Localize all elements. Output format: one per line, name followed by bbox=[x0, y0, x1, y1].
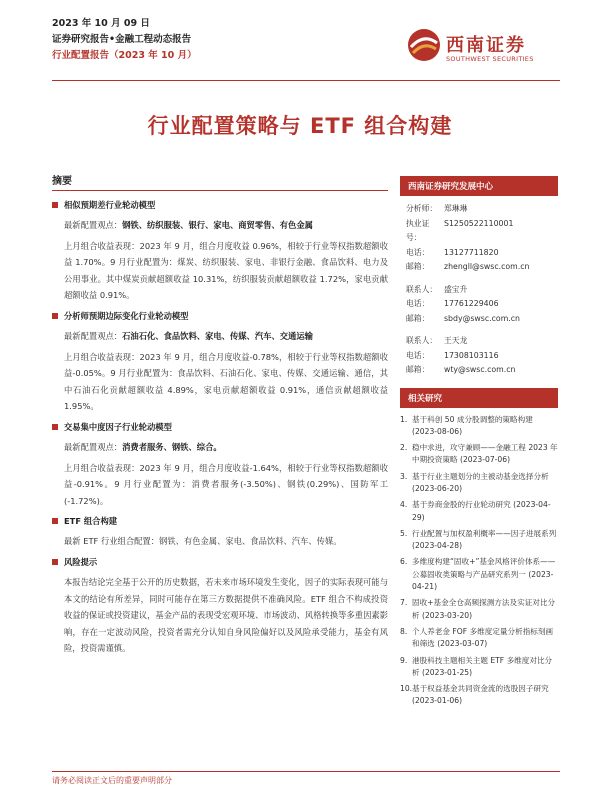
research-center-title: 西南证券研究发展中心 bbox=[400, 176, 558, 196]
item-number: 9. bbox=[400, 655, 408, 665]
item-title: 基于科创 50 成分股调整的策略构建 (2023-08-06) bbox=[412, 414, 533, 436]
report-date: 2023 年 10 月 09 日 bbox=[52, 18, 150, 29]
related-research-item bbox=[400, 471, 558, 496]
paragraph-lead: 最新配置观点： bbox=[64, 330, 123, 341]
bullet-square-icon bbox=[52, 313, 58, 319]
logo-name: 西南证券 bbox=[446, 35, 526, 56]
analyst-field-label: 联系人： bbox=[406, 284, 438, 294]
analyst-field-label: 分析师： bbox=[406, 204, 438, 213]
item-number: 10. bbox=[400, 684, 413, 694]
item-number: 3. bbox=[400, 471, 408, 481]
item-title: 基于券商金股的行业轮动研究 (2023-04-29) bbox=[412, 500, 551, 522]
related-research-item bbox=[400, 499, 558, 524]
analyst-row bbox=[406, 363, 552, 378]
analyst-field-label: 联系人： bbox=[406, 336, 438, 345]
summary-section bbox=[52, 310, 388, 415]
section-heading bbox=[52, 556, 388, 568]
analyst-row bbox=[406, 283, 552, 298]
spacer bbox=[406, 275, 552, 283]
analyst-field-label: 电话： bbox=[406, 299, 430, 308]
item-title: 固收+基金全仓高频探测方法及实证对比分析 (2023-03-20) bbox=[412, 598, 556, 620]
analyst-field-label: 邮箱： bbox=[406, 313, 430, 323]
paragraph-text: 上月组合收益表现：2023 年 9 月，组合月度收益-1.64%，相较于行业等权指数超额收益-0.91%。9 月行业配置为：消费者服务(-3.50%)、钢铁(0.29%)、国防军工(-1.72%)。 bbox=[64, 462, 388, 506]
analyst-row bbox=[406, 217, 552, 246]
report-header bbox=[52, 16, 197, 64]
item-number: 7. bbox=[400, 598, 408, 608]
section-heading-text: 分析师预期边际变化行业轮动模型 bbox=[64, 310, 189, 321]
section-paragraph bbox=[64, 533, 388, 550]
analyst-field-value: wty@swsc.com.cn bbox=[444, 365, 516, 374]
section-heading-text: ETF 组合构建 bbox=[64, 516, 118, 527]
logo-mark-icon bbox=[406, 27, 442, 63]
item-number: 8. bbox=[400, 626, 408, 636]
section-heading-text: 交易集中度因子行业轮动模型 bbox=[64, 421, 172, 432]
analyst-field-label: 电话： bbox=[406, 247, 430, 257]
section-paragraph bbox=[64, 439, 388, 456]
analyst-field-value: 13127711820 bbox=[444, 247, 499, 257]
related-research-item bbox=[400, 556, 558, 593]
item-title: 港股科技主题相关主题 ETF 多维度对比分析 (2023-01-25) bbox=[412, 655, 553, 677]
paragraph-bold: 石油石化、食品饮料、家电、传媒、汽车、交通运输 bbox=[122, 330, 313, 341]
analyst-row bbox=[406, 202, 552, 217]
report-series: 行业配置报告（2023 年 10 月） bbox=[52, 50, 197, 61]
footer-disclaimer: 请务必阅读正文后的重要声明部分 bbox=[52, 776, 172, 785]
section-heading-text: 相似预期差行业轮动模型 bbox=[64, 200, 156, 210]
item-title: 稳中求进，攻守兼顾——金融工程 2023 年中期投资策略 (2023-07-06) bbox=[412, 443, 558, 465]
paragraph-text: 上月组合收益表现：2023 年 9 月，组合月度收益 0.96%，相较于行业等权指数超额收益 1.70%。9 月行业配置为：煤炭、纺织服装、家电、非银行金融、食品饮料、电力及公用事业。其中煤炭贡献超额收益 10.31%，纺织服装贡献超额收益 1.72%，家电贡献超额收益 0.91%。 bbox=[64, 240, 388, 301]
item-number: 4. bbox=[400, 500, 408, 510]
analyst-row bbox=[406, 260, 552, 275]
paragraph-text: 本报告结论完全基于公开的历史数据，若未来市场环境发生变化，因子的实际表现可能与本文的结论有所差异，同时可能存在第三方数据提供不准确风险。ETF 组合不构成投资收益的保证或投资建议，基金产品的表现受宏观环境、市场波动、风格转换等多重因素影响，存在一定波动风险，投资者需充分认知自身风险偏好以及风险承受能力，基金有风险，投资需谨慎。 bbox=[64, 576, 388, 654]
item-number: 5. bbox=[400, 528, 408, 538]
analyst-field-value: 盛宝升 bbox=[444, 284, 468, 294]
related-research-item bbox=[400, 626, 558, 651]
section-paragraph bbox=[64, 574, 388, 657]
paragraph-text: 最新 ETF 行业组合配置：钢铁、有色金属、家电、食品饮料、汽车、传媒。 bbox=[64, 536, 342, 547]
analyst-field-value: S1250522110001 bbox=[444, 218, 514, 228]
analyst-field-value: zhengll@swsc.com.cn bbox=[444, 262, 530, 271]
footer-divider bbox=[52, 771, 560, 772]
item-number: 1. bbox=[400, 414, 408, 424]
section-paragraph bbox=[64, 238, 388, 304]
paragraph-text: 上月组合收益表现：2023 年 9 月，组合月度收益-0.78%，相较于行业等权指数超额收益-0.05%。9 月行业配置为：食品饮料、石油石化、家电、传媒、交通运输、通信，其中石油石化贡献超额收益 4.89%，家电贡献超额收益 0.91%，通信贡献超额收益 1.95%。 bbox=[64, 351, 388, 412]
section-paragraph bbox=[64, 328, 388, 345]
paragraph-bold: 钢铁、纺织服装、银行、家电、商贸零售、有色金属 bbox=[122, 220, 313, 230]
bullet-square-icon bbox=[52, 202, 58, 208]
summary-section bbox=[52, 421, 388, 509]
summary-section bbox=[52, 199, 388, 304]
summary-section bbox=[52, 556, 388, 657]
analyst-row bbox=[406, 246, 552, 261]
summary-section bbox=[52, 515, 388, 550]
related-research-item bbox=[400, 597, 558, 622]
analyst-field-label: 执业证号： bbox=[406, 218, 430, 242]
section-heading-text: 风险提示 bbox=[64, 556, 98, 567]
related-research-list bbox=[400, 408, 558, 708]
section-paragraph bbox=[64, 349, 388, 415]
item-title: 行业配置与加权盈利概率——因子进展系列 (2023-04-28) bbox=[412, 528, 557, 551]
related-research-item bbox=[400, 442, 558, 467]
section-heading bbox=[52, 310, 388, 322]
item-title: 多维度构建“固收+”基金风格评价体系——公募固收类策略与产品研究系列一 (2023-04-21) bbox=[412, 557, 556, 592]
analyst-row bbox=[406, 312, 552, 327]
header-divider bbox=[52, 80, 560, 81]
page-title: 行业配置策略与 ETF 组合构建 bbox=[147, 114, 453, 138]
paragraph-bold: 消费者服务、钢铁、综合。 bbox=[122, 441, 222, 452]
analyst-row bbox=[406, 334, 552, 349]
section-paragraph bbox=[64, 460, 388, 510]
item-number: 2. bbox=[400, 443, 408, 453]
section-heading bbox=[52, 515, 388, 527]
bullet-square-icon bbox=[52, 518, 58, 524]
related-research-item bbox=[400, 528, 558, 553]
section-heading bbox=[52, 421, 388, 433]
analyst-field-value: 17308103116 bbox=[444, 350, 499, 360]
summary-heading: 摘要 bbox=[52, 172, 388, 191]
related-research-item bbox=[400, 655, 558, 680]
section-paragraph bbox=[64, 217, 388, 234]
analyst-info bbox=[400, 196, 558, 378]
related-research-item bbox=[400, 414, 558, 439]
bullet-square-icon bbox=[52, 559, 58, 565]
analyst-field-label: 邮箱： bbox=[406, 365, 430, 374]
section-heading bbox=[52, 199, 388, 211]
spacer bbox=[406, 326, 552, 334]
item-title: 基于权益基金共同资金流的选股因子研究 (2023-01-06) bbox=[412, 684, 549, 706]
bullet-square-icon bbox=[52, 424, 58, 430]
analyst-row bbox=[406, 297, 552, 312]
report-type: 证券研究报告•金融工程动态报告 bbox=[52, 34, 192, 45]
analyst-field-label: 电话： bbox=[406, 350, 430, 360]
item-number: 6. bbox=[400, 557, 408, 567]
analyst-field-value: 17761229406 bbox=[444, 299, 499, 308]
analyst-row bbox=[406, 349, 552, 364]
company-logo bbox=[406, 27, 556, 69]
analyst-field-value: sbdy@swsc.com.cn bbox=[444, 313, 520, 323]
paragraph-lead: 最新配置观点： bbox=[64, 220, 123, 230]
item-title: 个人养老金 FOF 多维度定量分析指标刻画和筛选 (2023-03-07) bbox=[412, 626, 554, 649]
related-research-item bbox=[400, 683, 558, 708]
logo-english: SOUTHWEST SECURITIES bbox=[446, 55, 534, 63]
analyst-field-value: 王天龙 bbox=[444, 336, 468, 345]
sidebar bbox=[400, 176, 558, 712]
analyst-field-label: 邮箱： bbox=[406, 262, 430, 271]
analyst-field-value: 郑琳琳 bbox=[444, 204, 468, 213]
item-title: 基于行业主题划分的主被动基金选择分析 (2023-06-20) bbox=[412, 471, 549, 493]
summary-column bbox=[52, 172, 388, 663]
paragraph-lead: 最新配置观点： bbox=[64, 441, 123, 452]
related-research-title: 相关研究 bbox=[400, 388, 558, 408]
